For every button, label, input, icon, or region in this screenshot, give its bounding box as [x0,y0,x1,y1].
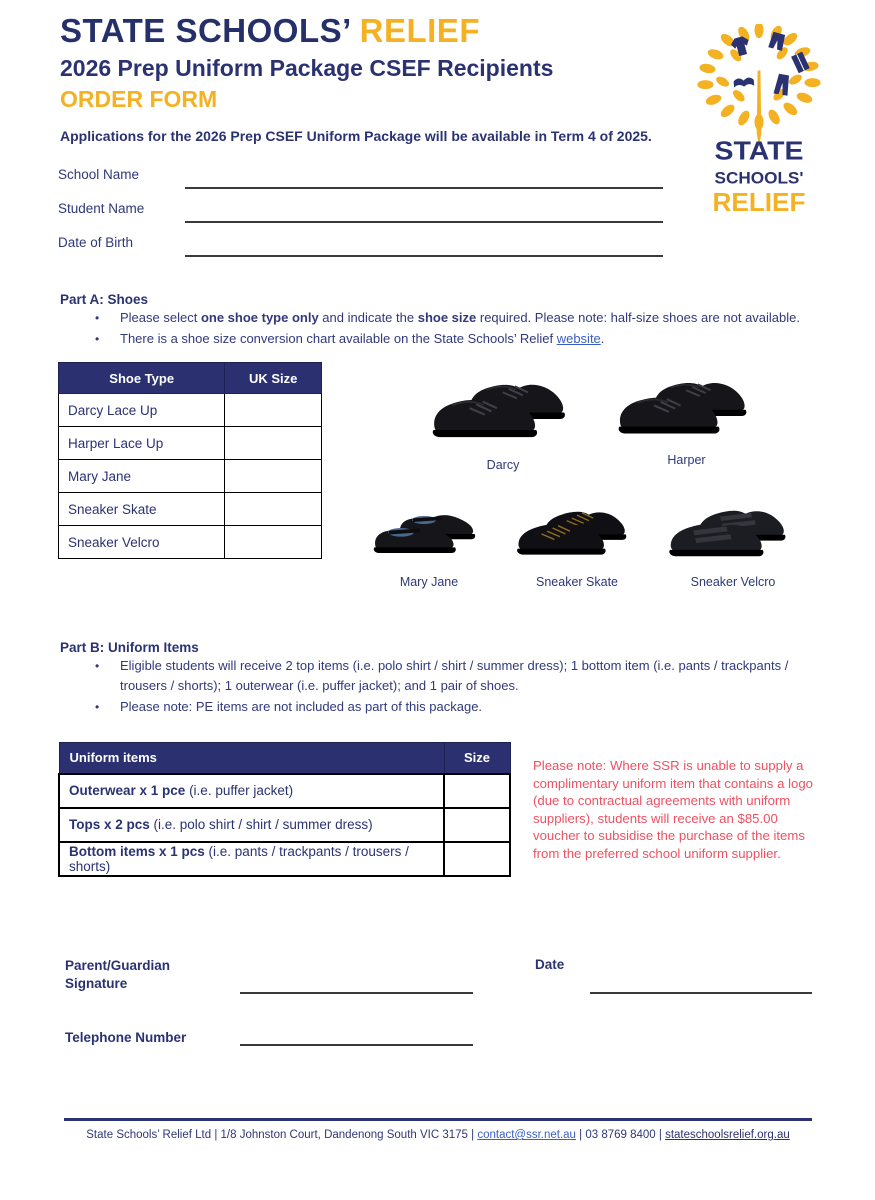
shoe-type-cell: Harper Lace Up [59,427,225,460]
shoe-caption: Darcy [486,458,520,472]
table-row [59,526,322,559]
size-input-cell-outerwear[interactable] [444,774,510,808]
logo-supply-note: Please note: Where SSR is unable to supply a complimentary uniform item that contains a logo (due to contractual agreements with uniform suppliers), students will receive an $85.00 voucher to subsidise the purchase of the items from the preferred school uniform supplier. [533,758,813,861]
uk-size-input-cell-darcy[interactable] [225,394,322,427]
logo-text-schools: SCHOOLS' [714,168,804,188]
student-name-row [58,196,663,230]
bullet-text: and indicate the [318,310,418,325]
harper-shoe-image [614,358,759,448]
shoe-type-table [58,362,322,559]
mary-jane-shoe-image [370,488,488,570]
uk-size-input-cell-harper[interactable] [225,427,322,460]
school-name-input-line[interactable] [185,187,663,189]
date-input-line[interactable] [590,992,812,994]
sneaker-skate-shoe-image [514,488,640,570]
shoe-photo-sneaker-velcro [666,488,800,589]
shoe-type-header: Shoe Type [59,363,225,394]
uniform-item-bold: Outerwear x 1 pce [69,783,186,798]
part-a-bullet-1 [95,308,815,328]
shoe-table-header-row [59,363,322,394]
signature-label [65,957,170,993]
title-block [60,12,553,113]
bullet-text: required. Please note: half-size shoes are not available. [476,310,800,325]
uniform-item-cell [59,842,444,876]
bullet-text: Please note: PE items are not included as part of this package. [120,699,483,714]
logo-text-relief: RELIEF [712,186,806,216]
bullet-text-bold: one shoe type only [200,310,319,325]
bullet-text: There is a shoe size conversion chart available on the State Schools’ Relief [120,331,557,346]
part-a-bullet-2 [95,329,815,349]
shoe-photo-sneaker-skate [514,488,640,589]
uniform-items-header: Uniform items [59,743,444,774]
shoe-type-cell: Darcy Lace Up [59,394,225,427]
shoe-type-cell: Mary Jane [59,460,225,493]
page-title-main: STATE SCHOOLS’ [60,12,360,49]
footer-org-address: State Schools’ Relief Ltd | 1/8 Johnston Court, Dandenong South VIC 3175 | [86,1129,475,1141]
uniform-item-cell [59,774,444,808]
bullet-icon: • [95,332,100,346]
student-name-label: Student Name [58,201,145,216]
dob-row [58,230,663,264]
shoe-type-cell: Sneaker Velcro [59,526,225,559]
form-title: ORDER FORM [60,86,218,112]
uk-size-input-cell-sneaker-velcro[interactable] [225,526,322,559]
page-title [60,12,553,50]
bullet-text: Eligible students will receive 2 top items (i.e. polo shirt / shirt / summer dress); 1 bottom item (i.e. pants / trackpants / trousers / shorts); 1 outerwear (i.e. puffer jacket); and 1 pair of shoes. [120,658,789,693]
size-input-cell-bottoms[interactable] [444,842,510,876]
signature-label-line2: Signature [65,976,128,991]
table-row [59,842,510,876]
uniform-item-bold: Bottom items x 1 pcs [69,843,205,859]
darcy-shoe-image [428,358,578,453]
uk-size-input-cell-mary-jane[interactable] [225,460,322,493]
telephone-label: Telephone Number [65,1030,187,1045]
availability-notice: Applications for the 2026 Prep CSEF Uniform Package will be available in Term 4 of 2025. [60,128,652,144]
dob-label: Date of Birth [58,235,134,250]
shoe-gallery-row-2 [368,488,800,589]
page-title-accent: RELIEF [359,12,480,49]
table-row [59,427,322,460]
footer-website-link[interactable]: stateschoolsrelief.org.au [665,1129,790,1141]
shoe-gallery [368,358,800,589]
size-input-cell-tops[interactable] [444,808,510,842]
shoe-gallery-row-1 [368,358,800,472]
bullet-icon: • [95,659,100,673]
bullet-text-bold: shoe size [417,310,477,325]
table-row [59,394,322,427]
table-row [59,774,510,808]
size-header: Size [444,743,510,774]
part-b-bullets [95,656,815,718]
footer-text [64,1129,812,1141]
shoe-caption: Mary Jane [399,575,459,589]
logo-clothing-items [730,32,810,96]
shoe-caption: Sneaker Velcro [690,575,776,589]
bullet-text: Please select [120,310,201,325]
uniform-item-bold: Tops x 2 pcs [69,817,150,832]
telephone-input-line[interactable] [240,1044,473,1046]
student-details-fields [58,162,663,264]
sneaker-velcro-shoe-image [666,488,800,570]
uniform-items-table [58,742,511,877]
date-label: Date [535,957,565,972]
dob-input-line[interactable] [185,255,663,257]
part-a-heading: Part A: Shoes [60,292,149,307]
shoe-caption: Harper [667,453,706,467]
bullet-text: . [600,331,605,346]
uniform-table-header-row [59,743,510,774]
uk-size-input-cell-sneaker-skate[interactable] [225,493,322,526]
bullet-icon: • [95,311,100,325]
shoe-photo-mary-jane [370,488,488,589]
signature-label-line1: Parent/Guardian [65,958,171,973]
school-name-label: School Name [58,167,140,182]
shoe-photo-harper [614,358,759,472]
footer-divider [64,1118,812,1121]
student-name-input-line[interactable] [185,221,663,223]
part-b-bullet-1 [95,656,815,696]
uniform-item-detail: (i.e. polo shirt / shirt / summer dress) [149,817,373,832]
part-b-bullet-2 [95,697,815,717]
shoe-photo-darcy [428,358,578,472]
part-b-heading: Part B: Uniform Items [60,640,199,655]
shoe-caption: Sneaker Skate [536,575,618,589]
uniform-item-cell [59,808,444,842]
uk-size-header: UK Size [225,363,322,394]
table-row [59,808,510,842]
logo-text-state: STATE [714,135,804,166]
uniform-item-detail: (i.e. puffer jacket) [185,783,294,798]
page-subtitle: 2026 Prep Uniform Package CSEF Recipients [60,55,554,81]
ssr-logo [693,24,825,216]
bullet-icon: • [95,700,100,714]
footer-phone: | 03 8769 8400 | [579,1129,666,1141]
table-row [59,460,322,493]
school-name-row [58,162,663,196]
signature-input-line[interactable] [240,992,473,994]
footer-email-link[interactable]: contact@ssr.net.au [477,1129,576,1141]
uniform-item-detail: (i.e. pants / trackpants / trousers / shorts) [69,843,409,874]
part-a-bullets [95,308,815,350]
shoe-type-cell: Sneaker Skate [59,493,225,526]
table-row [59,493,322,526]
website-link[interactable]: website [556,331,601,346]
